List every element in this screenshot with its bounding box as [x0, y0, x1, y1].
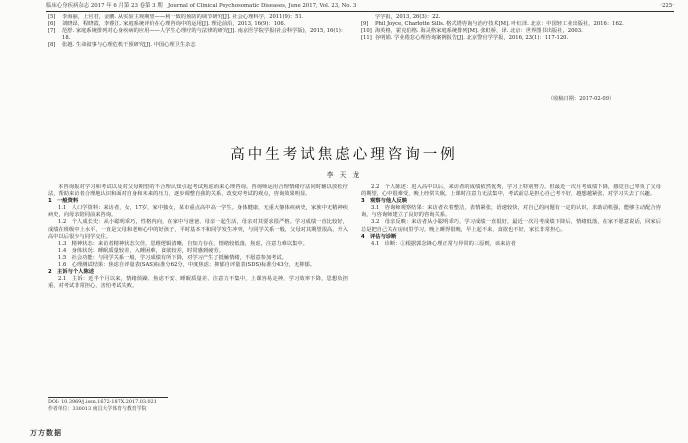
body-paragraph: 1.3 精神状态：来访者精神状态欠佳，思维逻辑清晰，自知力存在，情绪较低落，焦虑，注意力难以集中。 — [58, 240, 308, 247]
page-number: ·225· — [660, 3, 674, 9]
reference-item — [361, 35, 661, 42]
received-date: （收稿日期：2017-02-09） — [548, 96, 615, 102]
reference-number: [7] — [48, 28, 56, 35]
footnote — [48, 399, 157, 413]
reference-number — [361, 14, 375, 21]
reference-item — [48, 28, 348, 42]
body-paragraph: 4.1 诊断：①根据郭念锋心理正常与异常的三原则，该来访者 — [371, 240, 516, 247]
reference-text: 李海丽，上官君，金鹏. 从实验主观期望——利一致的预防的调节研究[J]. 社会心理科学，2011(9)：51. — [62, 14, 304, 20]
reference-item — [48, 42, 348, 49]
body-paragraph: 2.2 个人陈述：进入高中以后，来访者的成绩依然优秀，学习上特别努力，但最近一次月考成绩下降，感觉自己辜负了父母的期望，心中很难受，晚上经常失眠，上课时注意力无法集中，考试前总是担心自己考不好，越想越紧张，对学习失去了兴趣。 — [361, 184, 661, 198]
reference-text: 学学报，2013, 26(3)：22. — [375, 14, 441, 20]
footnote-doi: DOI: 10.3969/j.issn.1672-187X.2017.03.021 — [48, 399, 157, 405]
reference-number: [10] — [361, 28, 372, 35]
body-paragraph: 本咨询报对学习和考试以及对父母期望的不合理认知引起考试焦虑而来心理咨询。咨询师运用合理情绪疗法同时辅以放松疗法，帮助来访者合理地认识和面对自身和未来的压力，逐步调整自我的关系，改变对考试的观点，咨询效果明显。 — [48, 184, 348, 198]
article-author: 李 天 龙 — [326, 171, 362, 179]
body-paragraph: 1.1 人口学资料：来访者，女，17岁，家中独女，某市重点高中高一学生。身体健康，无重大躯体疾病史，家族中无精神疾病史，向母亲陪同前来咨询。 — [48, 205, 348, 219]
footnote-rule — [48, 397, 168, 398]
reference-text: 刘晓昂，程晓霞，李睿江. 家庭系统评价在心理咨询中的运用[J]. 理论前沿，2013, 16(9)：106. — [62, 21, 286, 28]
body-left-column — [48, 184, 348, 394]
body-paragraph: 3.1 咨询师观察结果：来访者衣着整洁，表情紧张，语速较快，对自己的问题有一定的认识，求助动机强，能够主动配合咨询，与咨询师建立了良好的咨询关系。 — [361, 205, 661, 219]
body-paragraph: 3.2 母亲反映：来访者从小聪明乖巧，学习成绩一直很好，最近一次月考成绩下降后，情绪低落，在家不愿意说话，回家后总是把自己关在房间里学习，晚上睡得很晚，早上起不来，食欲也不好，家长非常担心。 — [361, 219, 661, 233]
article-title: 高中生考试焦虑心理咨询一例 — [230, 147, 458, 163]
header-rule — [46, 11, 674, 12]
reference-number: [11] — [361, 35, 372, 42]
body-paragraph: 1.6 心理测试结果：焦虑自评量表(SAS)标准分62分，中度焦虑；抑郁自评量表(SDS)标准分43分，无抑郁。 — [58, 262, 316, 269]
references-right — [361, 14, 661, 42]
section-heading: 2 主诉与个人陈述 — [48, 269, 95, 276]
reference-text: 谷明娟. 学业倦怠心理咨询案例报告[J]. 北京警官学学报，2016, 23(1)：117-120. — [375, 35, 569, 42]
wanfang-logo: 万方数据 — [30, 429, 62, 437]
body-paragraph: 2.1 主诉：近半个月以来，情绪烦躁、焦虑不安、睡眠质量差、注意力不集中，上课容易走神，学习效率下降，思想负担重，对考试非常担心，害怕考试失败。 — [48, 276, 348, 290]
reference-text: 张越. 生命叙事与心理危机干预研究[J]. 中国心理卫生杂志 — [62, 42, 196, 49]
section-heading: 3 观察与他人反映 — [361, 198, 408, 205]
reference-number: [6] — [48, 21, 56, 28]
reference-number: [9] — [361, 21, 369, 28]
body-paragraph: 1.2 个人成长史：从小聪明乖巧，性格内向，在家中与爸爸、母亲一起生活，母亲对其要求很严格。学习成绩一直比较好，成绩在班级中上水平，一直是父母和老师心中的好孩子，平时基本不和同学发生冲突，与同学关系一般，父母对其期望很高，升入高中以后很少与同学交往。 — [48, 219, 348, 240]
section-heading: 4 评估与诊断 — [361, 233, 397, 240]
reference-text: Phil Joyce, Charlotte Sills. 格式塔咨询与治疗技术[M]. 叶红译. 北京：中国轻工业出版社，2016：162. — [375, 21, 624, 28]
body-paragraph: 1.4 身体状况：睡眠质量较差，入睡困难，食欲较差，时常感到疲劳。 — [58, 247, 224, 254]
reference-number: [8] — [48, 42, 56, 49]
body-right-column — [361, 184, 661, 439]
section-heading: 1 一般资料 — [48, 198, 79, 205]
footnote-affiliation: 作者单位：330013 南昌大学体育与教育学院 — [48, 406, 147, 412]
reference-number: [5] — [48, 14, 56, 20]
reference-text: 范舒. 家庭系统排列对心身疾病的应用——人学生心理疗的与法律的研究[J]. 南京医学院学报(社会科学版)，2015, 16(1)：18. — [62, 28, 347, 42]
references-left — [48, 14, 348, 49]
reference-text: 海英格，霍克伯格. 海灵格家庭系统排列[M]. 张虹桥，译. 北京：世界图书出版社，2003. — [375, 28, 583, 35]
body-paragraph: 1.5 社会功能：与同学关系一般，学习成绩有所下降，对学习产生了抵触情绪，不愿意参加考试。 — [58, 254, 287, 261]
running-header: 临床心身疾病杂志 2017 年 6 月第 23 卷第 3 期 Journal of Clinical Psychosomatic Diseases, June 2017, Vol. 23, No. 3 — [46, 3, 357, 9]
